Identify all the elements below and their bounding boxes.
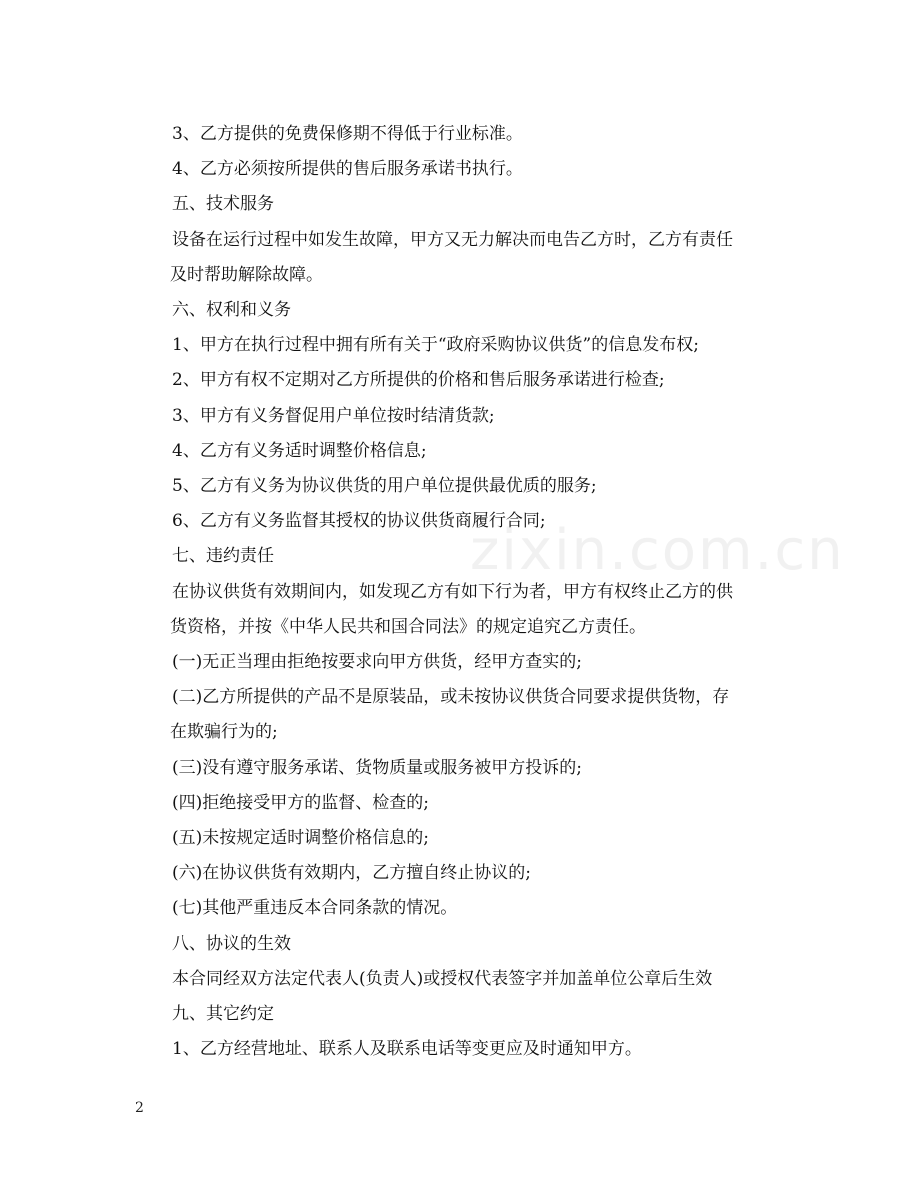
body-line: (一)无正当理由拒绝按要求向甲方供货，经甲方查实的; — [172, 652, 582, 673]
watermark: zixin.com.cn — [470, 518, 845, 583]
body-line: (二)乙方所提供的产品不是原装品，或未按协议供货合同要求提供货物，存 — [172, 687, 730, 708]
body-line: (四)拒绝接受甲方的监督、检查的; — [172, 792, 429, 813]
body-line: 1、乙方经营地址、联系人及联系电话等变更应及时通知甲方。 — [172, 1039, 642, 1060]
body-line: 3、甲方有义务督促用户单位按时结清货款; — [172, 405, 495, 426]
body-line: 3、乙方提供的免费保修期不得低于行业标准。 — [172, 124, 523, 144]
document-body — [172, 117, 772, 1067]
page-number: 2 — [135, 1100, 144, 1116]
body-line: (五)未按规定适时调整价格信息的; — [172, 828, 429, 849]
body-line-continuation: 及时帮助解除故障。 — [170, 264, 323, 285]
body-line: 在协议供货有效期间内，如发现乙方有如下行为者，甲方有权终止乙方的供 — [172, 581, 733, 602]
body-line: (七)其他严重违反本合同条款的情况。 — [172, 898, 458, 919]
section-heading: 五、技术服务 — [172, 194, 274, 215]
section-heading: 九、其它约定 — [172, 1004, 274, 1025]
body-line-continuation: 货资格，并按《中华人民共和国合同法》的规定追究乙方责任。 — [170, 616, 646, 637]
body-line: 本合同经双方法定代表人(负责人)或授权代表签字并加盖单位公章后生效 — [172, 968, 713, 989]
section-heading: 八、协议的生效 — [172, 933, 291, 954]
body-line: 4、乙方有义务适时调整价格信息; — [172, 440, 427, 461]
body-line: (六)在协议供货有效期内，乙方擅自终止协议的; — [172, 863, 531, 884]
body-line: (三)没有遵守服务承诺、货物质量或服务被甲方投诉的; — [172, 757, 582, 778]
body-line: 4、乙方必须按所提供的售后服务承诺书执行。 — [172, 159, 523, 180]
section-heading: 六、权利和义务 — [172, 300, 291, 321]
section-heading: 七、违约责任 — [172, 546, 274, 567]
body-line: 5、乙方有义务为协议供货的用户单位提供最优质的服务; — [172, 476, 597, 497]
body-line: 设备在运行过程中如发生故障，甲方又无力解决而电告乙方时，乙方有责任 — [172, 229, 733, 250]
body-line: 1、甲方在执行过程中拥有所有关于“政府采购协议供货”的信息发布权; — [172, 335, 699, 356]
body-line: 6、乙方有义务监督其授权的协议供货商履行合同; — [172, 511, 546, 532]
body-line-continuation: 在欺骗行为的; — [170, 722, 278, 743]
body-line: 2、甲方有权不定期对乙方所提供的价格和售后服务承诺进行检查; — [172, 370, 665, 391]
